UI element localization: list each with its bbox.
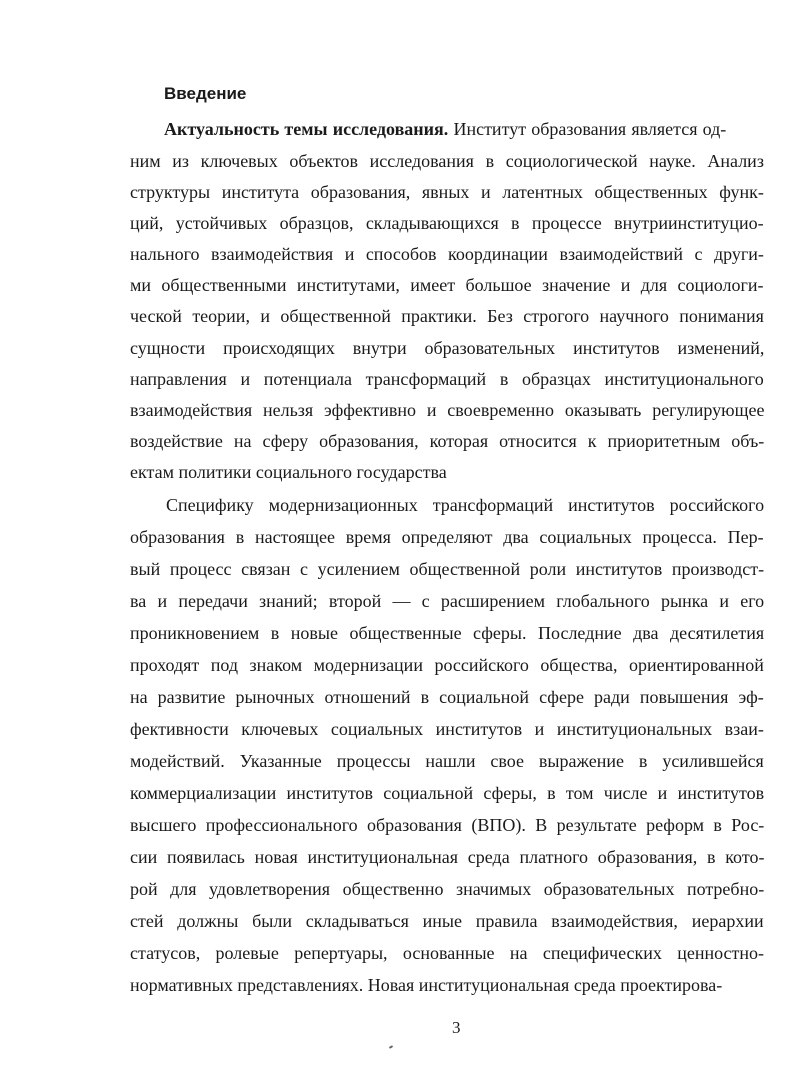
text-line: высшего профессионального образования (ВПО). В результате реформ в Рос- xyxy=(130,815,765,835)
text-line: модействий. Указанные процессы нашли свое выражение в усилившейся xyxy=(130,751,764,771)
text-line: проникновением в новые общественные сферы. Последние два десятилетия xyxy=(130,623,765,643)
text-line: сущности происходящих внутри образовательных институтов изменений, xyxy=(130,338,765,358)
text-line: вый процесс связан с усилением общественной роли институтов производст- xyxy=(130,559,765,579)
text-line: ектам политики социального государства xyxy=(130,462,447,482)
text-line: направления и потенциала трансформаций в образцах институционального xyxy=(130,369,764,389)
text-line: Специфику модернизационных трансформаций институтов российского xyxy=(166,495,765,515)
text-line: проходят под знаком модернизации российского общества, ориентированной xyxy=(130,655,764,675)
text-line: ним из ключевых объектов исследования в социологической науке. Анализ xyxy=(130,151,764,171)
text-line: статусов, ролевые репертуары, основанные на специфических ценностно- xyxy=(130,943,765,963)
text-line: стей должны были складываться иные правила взаимодействия, иерархии xyxy=(130,911,764,931)
text-line: воздействие на сферу образования, которая относится к приоритетным объ- xyxy=(130,431,765,451)
lead-phrase: Актуальность темы исследования. xyxy=(164,119,449,139)
text-line: коммерциализации институтов социальной сферы, в том числе и институтов xyxy=(130,783,765,803)
text-line: ва и передачи знаний; второй — с расширением глобального рынка и его xyxy=(130,591,765,611)
text-line: сии появилась новая институциональная среда платного образования, в кото- xyxy=(130,847,765,867)
text-line: нормативных представлениях. Новая институциональная среда проектирова- xyxy=(130,975,723,995)
text-line: нального взаимодействия и способов координации взаимодействий с други- xyxy=(130,244,764,264)
text-line: ми общественными институтами, имеет большое значение и для социологи- xyxy=(130,275,764,295)
text-line: на развитие рыночных отношений в социальной сфере ради повышения эф- xyxy=(130,687,764,707)
page-number: 3 xyxy=(452,1018,461,1037)
text-line xyxy=(164,117,760,141)
text-line: образования в настоящее время определяют два социальных процесса. Пер- xyxy=(130,527,764,547)
text-line: ческой теории, и общественной практики. Без строгого научного понимания xyxy=(130,306,764,326)
scan-speck xyxy=(389,1045,393,1049)
text-line: рой для удовлетворения общественно значимых образовательных потребно- xyxy=(130,879,765,899)
line-text: Институт образования является од- xyxy=(448,119,727,139)
text-line: взаимодействия нельзя эффективно и своевременно оказывать регулирующее xyxy=(130,400,765,420)
text-line: структуры института образования, явных и латентных общественных функ- xyxy=(130,182,764,202)
text-line: ций, устойчивых образцов, складывающихся в процессе внутриинституцио- xyxy=(130,213,764,233)
section-heading: Введение xyxy=(164,84,247,103)
text-line: фективности ключевых социальных институтов и институциональных взаи- xyxy=(130,719,764,739)
